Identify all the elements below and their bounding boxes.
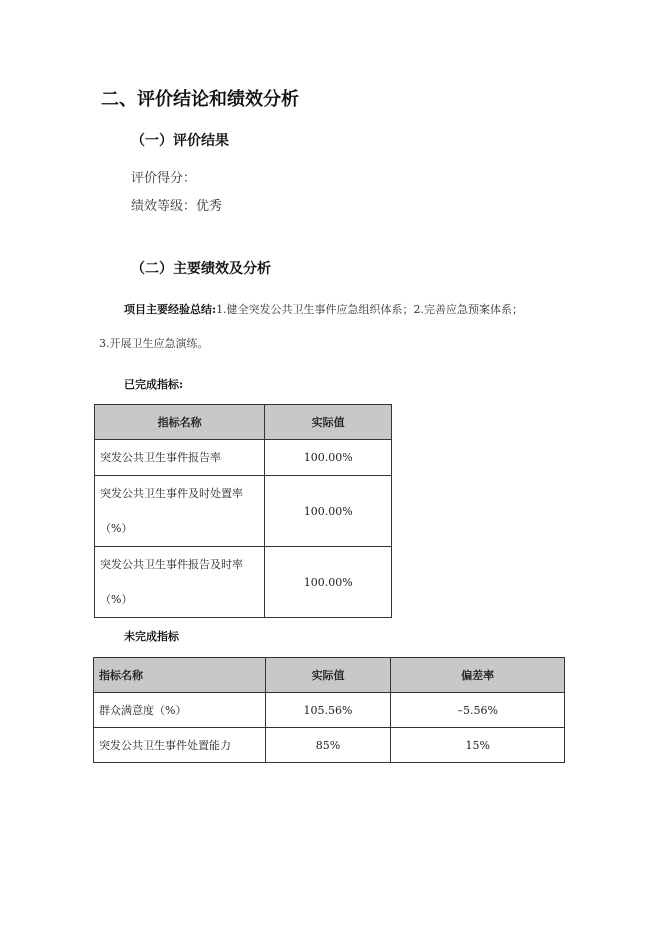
section-heading: 二、评价结论和绩效分析 xyxy=(101,89,299,110)
indicator-name xyxy=(95,476,265,547)
header-indicator-name: 指标名称 xyxy=(94,658,266,693)
indicator-value: 100.00% xyxy=(265,440,392,476)
table-row xyxy=(95,547,392,618)
indicator-value: 100.00% xyxy=(265,476,392,547)
grade-label: 绩效等级：优秀 xyxy=(131,199,223,214)
subsection-title-analysis: （二）主要绩效及分析 xyxy=(131,261,271,277)
indicator-value: 100.00% xyxy=(265,547,392,618)
table-header-row xyxy=(95,405,392,440)
score-label: 评价得分： xyxy=(131,171,197,186)
uncompleted-label: 未完成指标 xyxy=(124,630,179,643)
indicator-value: 105.56% xyxy=(265,693,391,728)
indicator-deviation: –5.56% xyxy=(391,693,565,728)
experience-label: 项目主要经验总结: xyxy=(124,303,217,316)
table-row xyxy=(95,440,392,476)
subsection-title-results: （一）评价结果 xyxy=(131,133,229,149)
header-actual-value: 实际值 xyxy=(265,405,392,440)
header-indicator-name: 指标名称 xyxy=(95,405,265,440)
completed-label: 已完成指标: xyxy=(124,378,184,391)
indicator-name-line1: 突发公共卫生事件报告及时率 xyxy=(100,558,243,571)
indicator-name: 群众满意度（%） xyxy=(94,693,266,728)
experience-paragraph xyxy=(124,301,523,317)
header-deviation-rate: 偏差率 xyxy=(391,658,565,693)
indicator-name-line1: 突发公共卫生事件及时处置率 xyxy=(100,487,243,500)
indicator-name xyxy=(95,547,265,618)
indicator-deviation: 15% xyxy=(391,728,565,763)
indicator-name-line2: （%） xyxy=(100,522,133,535)
table-row xyxy=(94,728,565,763)
table-header-row xyxy=(94,658,565,693)
header-actual-value: 实际值 xyxy=(265,658,391,693)
uncompleted-indicators-table xyxy=(93,657,565,763)
completed-indicators-table xyxy=(94,404,392,618)
experience-text-line2: 3.开展卫生应急演练。 xyxy=(99,337,209,350)
indicator-name-line2: （%） xyxy=(100,593,133,606)
table-row xyxy=(95,476,392,547)
indicator-name: 突发公共卫生事件处置能力 xyxy=(94,728,266,763)
table-row xyxy=(94,693,565,728)
indicator-name: 突发公共卫生事件报告率 xyxy=(95,440,265,476)
experience-text-line1: 1.健全突发公共卫生事件应急组织体系；2.完善应急预案体系； xyxy=(216,303,524,316)
indicator-value: 85% xyxy=(265,728,391,763)
